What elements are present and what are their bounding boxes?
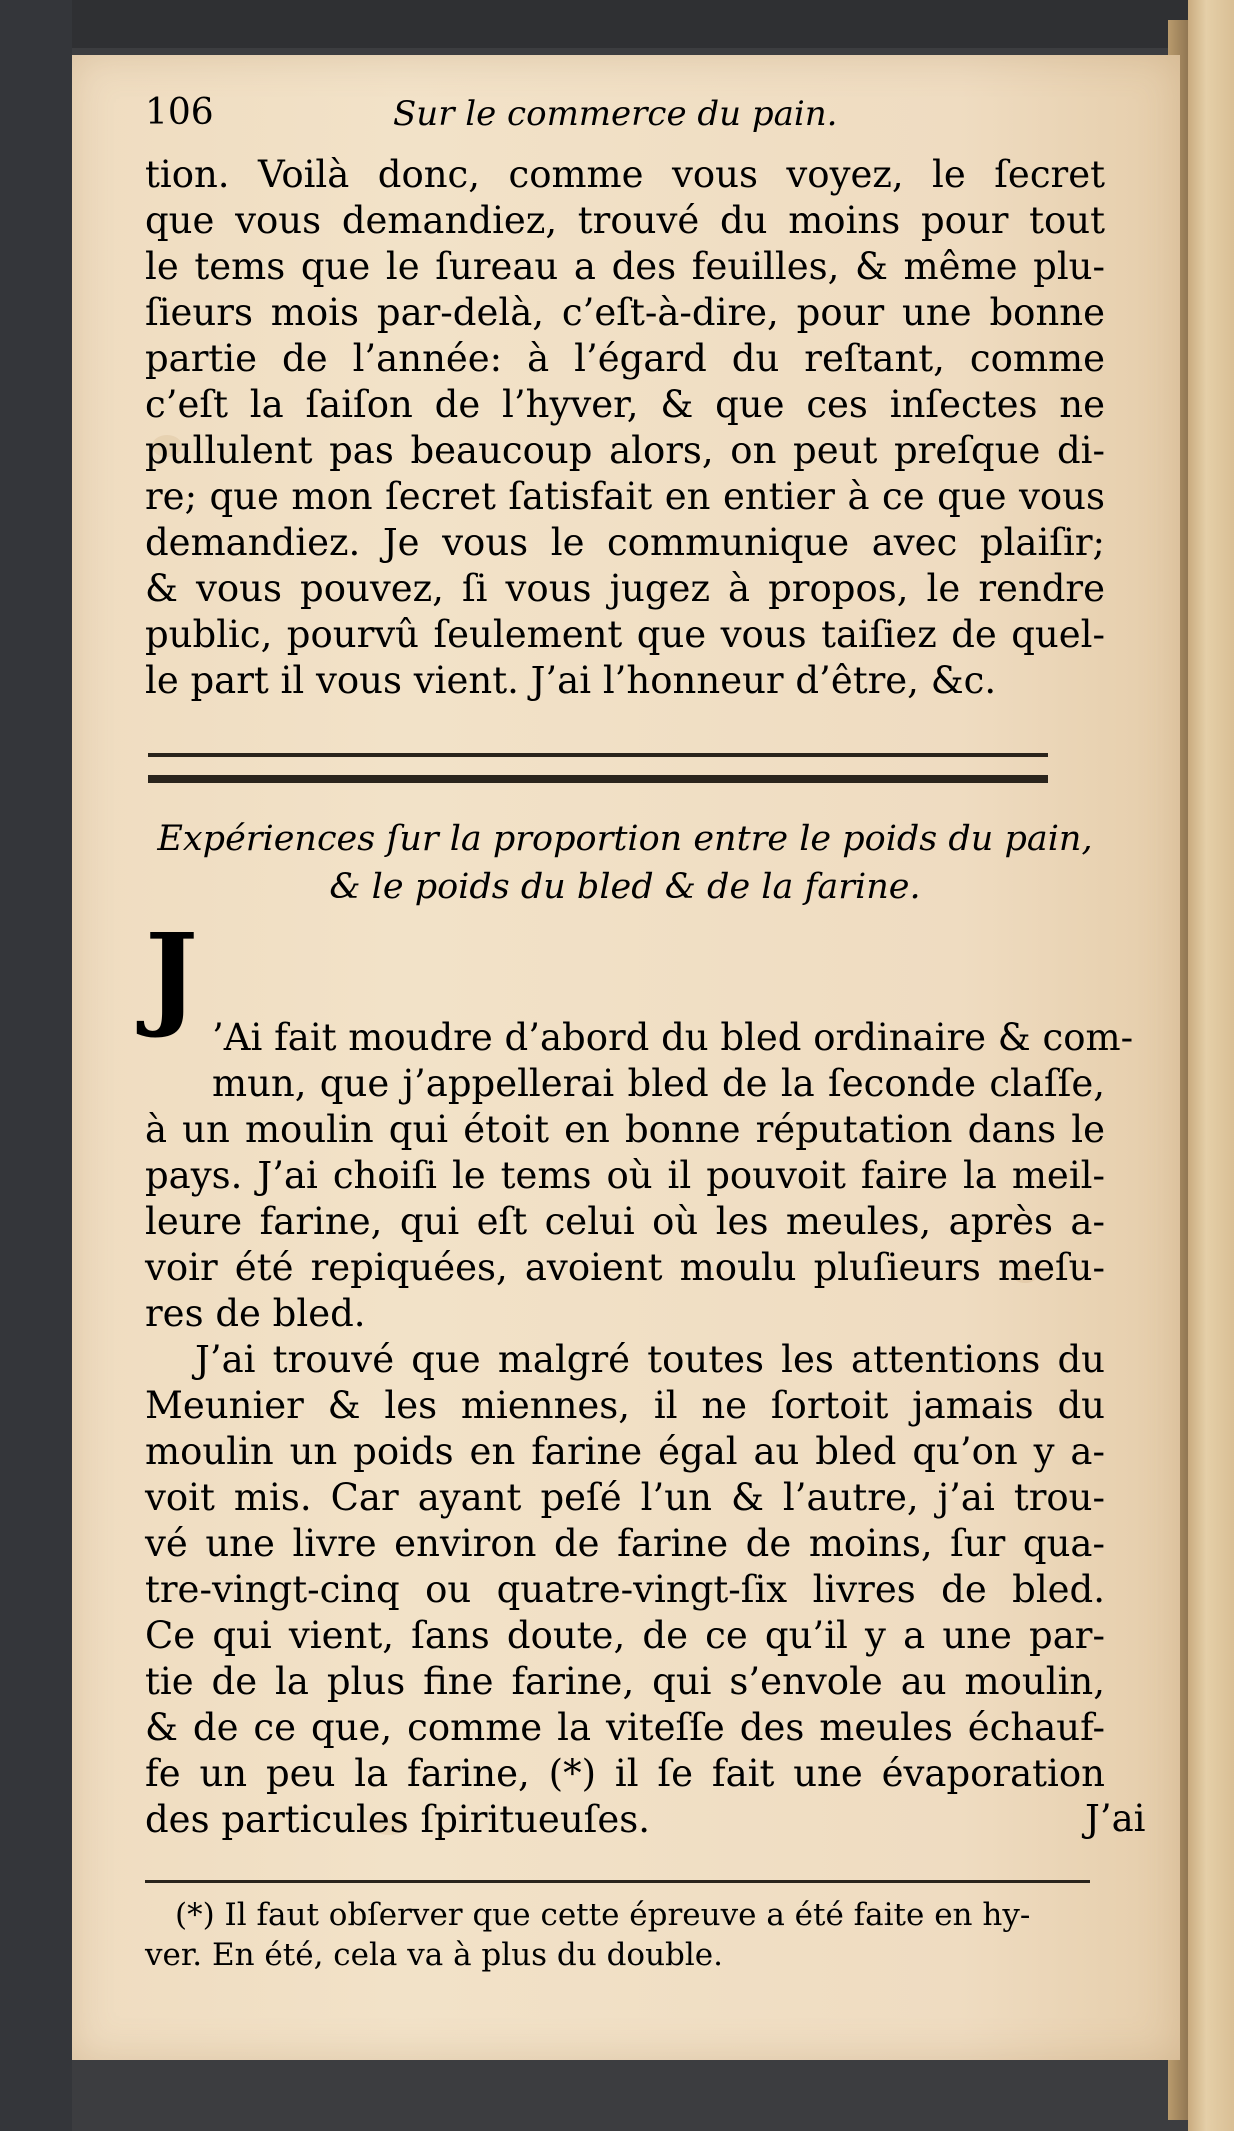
text-line: ’Ai fait moudre d’abord du bled ordinaire & com- — [212, 1016, 1134, 1059]
text-line: Ce qui vient, ſans doute, de ce qu’il y a une par- — [145, 1614, 1105, 1657]
text-line: public, pourvû ſeulement que vous taiſiez de quel- — [145, 613, 1105, 656]
page-header — [145, 92, 1035, 152]
text-line: le part il vous vient. J’ai l’honneur d’être, &c. — [145, 659, 997, 702]
text-line: mun, que j’appellerai bled de la ſeconde claſſe, — [212, 1062, 1105, 1105]
catchword: J’ai — [1085, 1797, 1146, 1840]
text-line: tie de la plus fine farine, qui s’envole au moulin, — [145, 1660, 1105, 1703]
text-line: leure farine, qui eſt celui où les meules, après a- — [145, 1200, 1105, 1243]
footnote — [145, 1895, 1090, 1975]
text-line: re; que mon ſecret ſatisfait en entier à ce que vous — [145, 475, 1105, 518]
paragraph-1-indented — [212, 1015, 1134, 1107]
text-line: voir été repiquées, avoient moulu pluſieurs meſu- — [145, 1246, 1105, 1289]
section-divider-underline — [160, 776, 1028, 780]
text-line: tre-vingt-cinq ou quatre-vingt-ſix livres de bled. — [145, 1568, 1105, 1611]
text-line: res de bled. — [145, 1292, 366, 1335]
footnote-rule — [145, 1880, 1090, 1883]
adjacent-page-edge — [1188, 0, 1234, 2131]
paragraph-1 — [145, 1107, 1105, 1337]
text-line: partie de l’année: à l’égard du reſtant, comme — [145, 337, 1105, 380]
letter-closing-paragraph — [145, 152, 1105, 704]
text-line: & de ce que, comme la viteſſe des meules échauf- — [145, 1706, 1105, 1749]
drop-cap: J — [145, 910, 198, 1041]
text-line: que vous demandiez, trouvé du moins pour tout — [145, 199, 1105, 242]
page-number: 106 — [145, 92, 214, 133]
paragraph-2 — [145, 1337, 1105, 1843]
text-line: pullulent pas beaucoup alors, on peut preſque di- — [145, 429, 1105, 472]
text-line: vé une livre environ de farine de moins, ſur qua- — [145, 1522, 1105, 1565]
scanner-top-edge — [0, 0, 1234, 48]
text-line: ſieurs mois par-delà, c’eſt-à-dire, pour une bonne — [145, 291, 1105, 334]
scanner-left-edge — [0, 0, 72, 2131]
footnote-line: (*) Il faut obſerver que cette épreuve a été faite en hy- — [175, 1897, 1031, 1933]
text-line: & vous pouvez, ſi vous jugez à propos, le rendre — [145, 567, 1105, 610]
text-line: à un moulin qui étoit en bonne réputation dans le — [145, 1108, 1105, 1151]
text-line: pays. J’ai choiſi le tems où il pouvoit faire la meil- — [145, 1154, 1105, 1197]
title-line: Expériences ſur la proportion entre le poids du pain, — [157, 819, 1093, 859]
text-line: c’eſt la ſaiſon de l’hyver, & que ces inſectes ne — [145, 383, 1105, 426]
text-line: le tems que le ſureau a des feuilles, & même plu- — [145, 245, 1105, 288]
article-title — [145, 815, 1105, 911]
footnote-line: ver. En été, cela va à plus du double. — [145, 1937, 724, 1973]
text-line: J’ai trouvé que malgré toutes les attentions du — [195, 1338, 1105, 1381]
text-line: Meunier & les miennes, il ne ſortoit jamais du — [145, 1384, 1105, 1427]
title-line: & le poids du bled & de la farine. — [329, 867, 921, 907]
running-title: Sur le commerce du pain. — [393, 94, 838, 134]
text-line: voit mis. Car ayant peſé l’un & l’autre, j’ai trou- — [145, 1476, 1105, 1519]
text-line: demandiez. Je vous le communique avec plaiſir; — [145, 521, 1105, 564]
text-line: fe un peu la farine, (*) il ſe fait une évaporation — [145, 1752, 1105, 1795]
text-line: tion. Voilà donc, comme vous voyez, le ſecret — [145, 153, 1105, 196]
text-line: des particules ſpiritueuſes. — [145, 1798, 650, 1841]
text-line: moulin un poids en farine égal au bled qu’on y a- — [145, 1430, 1105, 1473]
